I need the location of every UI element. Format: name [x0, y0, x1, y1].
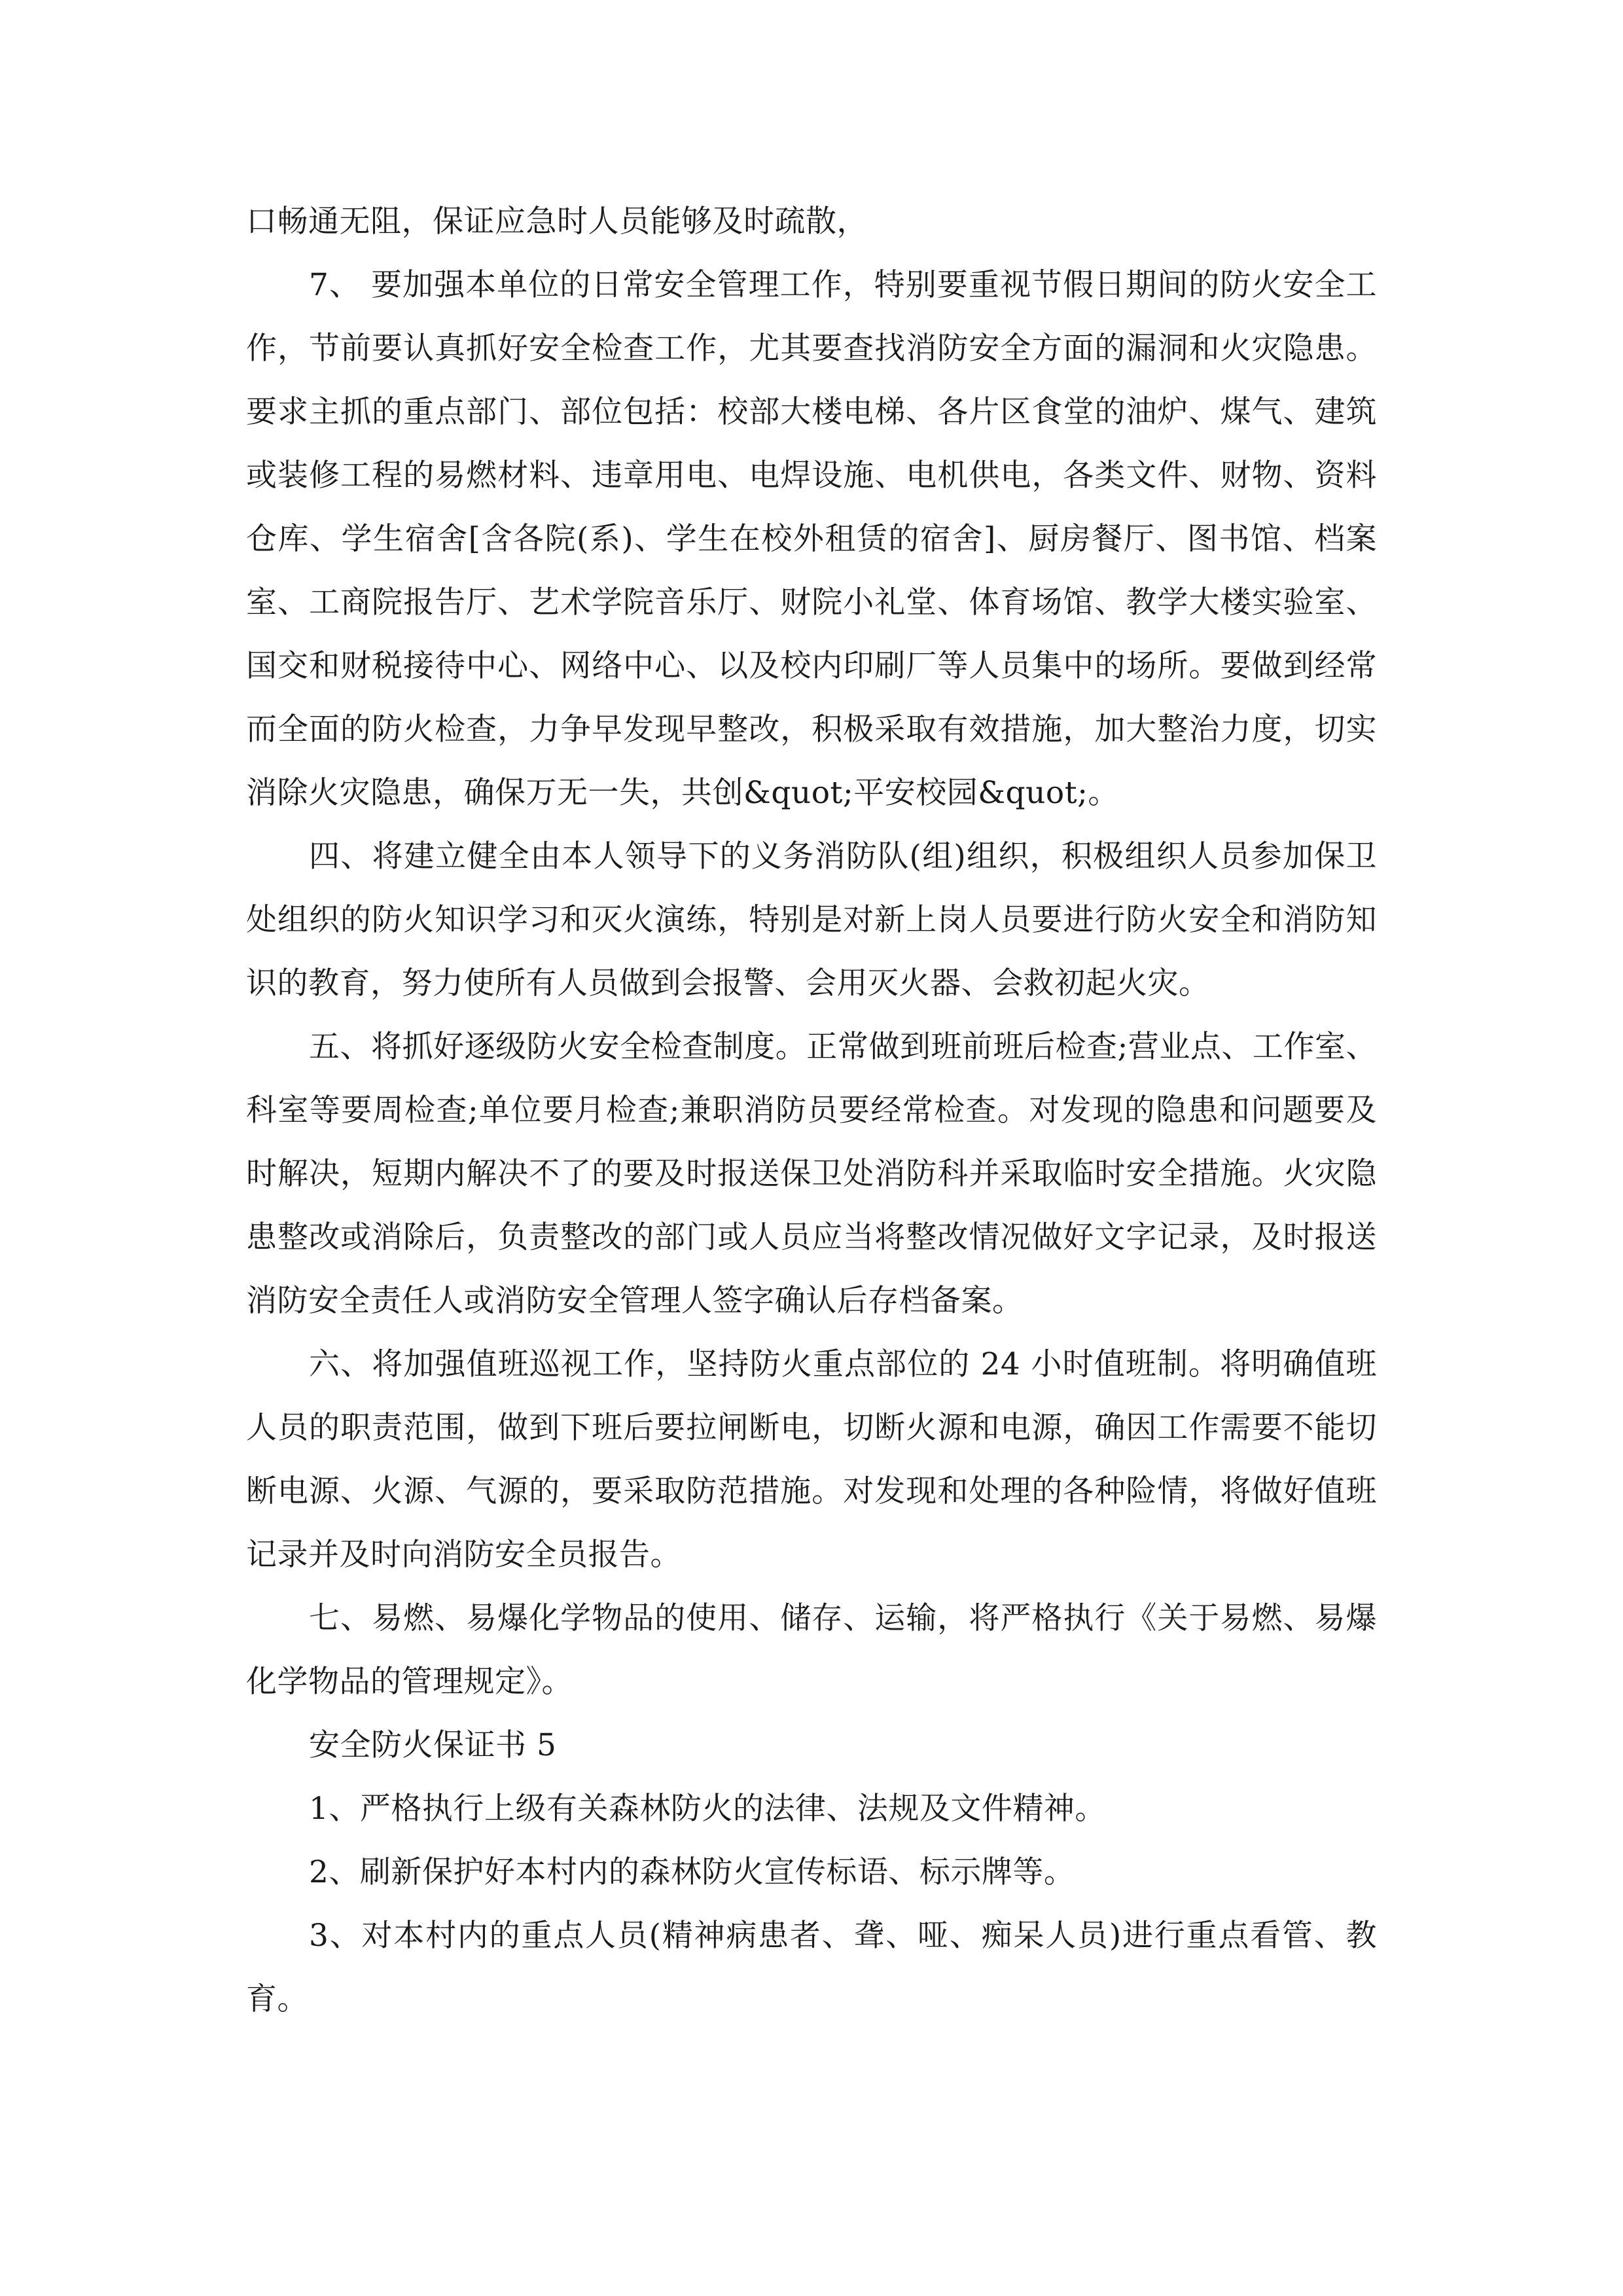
- paragraph-1: 口畅通无阻，保证应急时人员能够及时疏散，: [246, 204, 868, 240]
- paragraph-4: 五、将抓好逐级防火安全检查制度。正常做到班前班后检查;营业点、工作室、科室等要周检查;单位要月检查;兼职消防员要经常检查。对发现的隐患和问题要及时解决，短期内解决不了的要及时报送保卫处消防科并采取临时安全措施。火灾隐患整改或消除后，负责整改的部门或人员应当将整改情况做好文字记录，及时报送消防安全责任人或消防安全管理人签字确认后存档备案。: [246, 1029, 1377, 1319]
- document-body: [246, 190, 1377, 2031]
- paragraph-8: 1、严格执行上级有关森林防火的法律、法规及文件精神。: [309, 1791, 1106, 1827]
- paragraph-6: 七、易燃、易爆化学物品的使用、储存、运输，将严格执行《关于易燃、易爆化学物品的管理规定》。: [246, 1600, 1377, 1700]
- paragraph-2: 7、 要加强本单位的日常安全管理工作，特别要重视节假日期间的防火安全工作，节前要认真抓好安全检查工作，尤其要查找消防安全方面的漏洞和火灾隐患。要求主抓的重点部门、部位包括：校部大楼电梯、各片区食堂的油炉、煤气、建筑或装修工程的易燃材料、违章用电、电焊设施、电机供电，各类文件、财物、资料仓库、学生宿舍[含各院(系)、学生在校外租赁的宿舍]、厨房餐厅、图书馆、档案室、工商院报告厅、艺术学院音乐厅、财院小礼堂、体育场馆、教学大楼实验室、国交和财税接待中心、网络中心、以及校内印刷厂等人员集中的场所。要做到经常而全面的防火检查，力争早发现早整改，积极采取有效措施，加大整治力度，切实消除火灾隐患，确保万无一失，共创&quot;平安校园&quot;。: [246, 267, 1377, 811]
- paragraph-3: 四、将建立健全由本人领导下的义务消防队(组)组织，积极组织人员参加保卫处组织的防火知识学习和灭火演练，特别是对新上岗人员要进行防火安全和消防知识的教育，努力使所有人员做到会报警、会用灭火器、会救初起火灾。: [246, 838, 1377, 1001]
- paragraph-10: 3、对本村内的重点人员(精神病患者、聋、哑、痴呆人员)进行重点看管、教育。: [246, 1918, 1377, 2017]
- paragraph-9: 2、刷新保护好本村内的森林防火宣传标语、标示牌等。: [309, 1854, 1075, 1890]
- section-heading: 安全防火保证书 5: [309, 1727, 557, 1763]
- paragraph-5: 六、将加强值班巡视工作，坚持防火重点部位的 24 小时值班制。将明确值班人员的职责范围，做到下班后要拉闸断电，切断火源和电源，确因工作需要不能切断电源、火源、气源的，要采取防范措施。对发现和处理的各种险情，将做好值班记录并及时向消防安全员报告。: [246, 1346, 1377, 1573]
